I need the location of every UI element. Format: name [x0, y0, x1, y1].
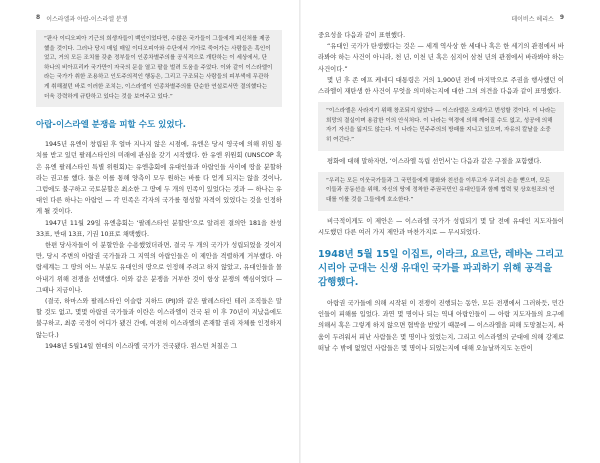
right-body-text-top	[318, 30, 564, 97]
right-paragraph: 중요성을 다음과 같이 표현했다.	[318, 32, 406, 39]
right-running-head	[318, 14, 564, 24]
left-quote-text: “판사 이디오피아 기근의 희생자들이 백인이었다면, 수많은 국가들이 그들에게 피신처를 제공했을 것이다. 그러나 당시 매일 매일 이디오피아와 수단에서 기아로 죽어가는 사람들은 흑인이었고, 거의 모든 조치를 갖춘 정부들이 인종차별주의를 공식적으로 개탄하는 이 세상에서, 단 하나의 비아프리카 국가만이 자국의 문을 열고 팔을 벌려 도움을 주었다. 이와 같이 이스라엘이라는 국가가 취한 조용하고 인도주의적인 행동은, 그리고 구조되는 사람들의 피부색에 무관하게 취해졌던 바로 이러한 조치는, 이스라엘이 인종차별주의를 단순한 연설로서만 결의했다는 더욱 강력하게 규탄하고 있다는 것을 보여주고 있다.”	[44, 36, 273, 100]
right-paragraph: “유대인 국가가 탄생했다는 것은 — 세계 역사상 한 세대나 혹은 한 세기의 관점에서 바라봐야 하는 사건이 아니라, 천 년, 이천 년 혹은 심지어 삼천 년의 관점에서 바라봐야 하는 사건이다.”	[318, 43, 564, 73]
left-running-title: 이스라엘과 아랍-이스라엘 분쟁	[46, 16, 128, 23]
left-section-heading: 아랍-이스라엘 분쟁을 피할 수도 있었다.	[36, 120, 186, 131]
right-quote-box-2	[318, 172, 564, 211]
left-paragraph: 1947년 11월 29일 유엔총회는 ‘팔레스타인 분할안’으로 알려진 결의안 181을 찬성 33표, 반대 13표, 기권 10표로 채택했다.	[36, 219, 282, 238]
left-quote-box	[36, 30, 282, 107]
right-page	[300, 0, 600, 463]
left-page-number: 8	[36, 14, 41, 21]
right-section-heading: 1948년 5월 15일 이집트, 이라크, 요르단, 레바논 그리고 시리아 군대는 신생 유대인 국가를 파괴하기 위해 공격을 감행했다.	[318, 248, 564, 288]
right-paragraph: 비극적이게도 이 제안은 — 이스라엘 국가가 성립되기 몇 달 전에 유대인 지도자들이 시도했던 다른 여러 가지 제안과 마찬가지로 — 무시되었다.	[318, 217, 564, 236]
right-running-title: 데이비스 헤리스	[511, 16, 554, 23]
right-quote-text: “이스라엘은 사라지기 위해 창조되지 않았다 — 이스라엘은 오래가고 번성할 것이다. 이 나라는 희망의 결실이며 용감한 이의 안식처다. 이 나라는 역경에 의해 깨어질 수도 없고, 성공에 의해 자기 자신을 잃지도 않는다. 이 나라는 민주주의의 방패를 지니고 있으며, 자유의 칼날을 소중히 여긴다.”	[326, 108, 556, 143]
right-body-text-bottom	[318, 298, 564, 354]
right-body-text-after	[318, 216, 564, 238]
right-quote-box	[318, 102, 564, 150]
right-paragraph: 평화에 대해 말하자면, ‘이스라엘 독립 선언서’는 다음과 같은 구절을 포함했다.	[327, 157, 542, 165]
right-body-text-mid	[318, 156, 564, 167]
right-paragraph: 몇 년 후 존 에프 케네디 대통령은 거의 1,900년 전에 마지막으로 주권을 행사했던 이스라엘이 재탄생 한 사건이 무엇을 의미하는지에 대한 그의 의견을 다음과 같이 표명했다.	[318, 76, 564, 96]
left-running-head	[36, 14, 282, 24]
left-paragraph: 1945년 유엔이 창립된 후 얼마 지나지 않은 시점에, 유엔은 당시 영국에 의해 위임 통치를 받고 있던 팔레스타인의 미래에 관심을 갖기 시작했다. 한 유엔 위원회 (UNSCOP 혹은 유엔 팔레스타인 특별 위원회)는 유엔총회에 유대인들과 아랍인들 사이에 땅을 분할하라는 권고를 했다. 둘은 이를 통해 양측이 모두 원하는 바를 다 얻게 되지는 않을 것이나, 그럼에도 불구하고 국토분할은 최소한 그 땅에 두 개의 민족이 있었다는 것과 — 하나는 유대인 다른 하나는 아랍인 — 각 민족은 각자의 국가를 형성할 자격이 있었다는 것을 인정하게 될 것이다.	[36, 141, 282, 216]
left-paragraph: (결국, 하마스와 팔레스타인 이슬람 지하드 (PIJ)와 같은 팔레스타인 테러 조직들은 말할 것도 없고, 몇몇 아랍권 국가들과 이란은 이스라엘이 건국 된 이 후 70년이 지났음에도 불구하고, 최종 국경이 어디가 됐건 간에, 여전히 이스라엘의 존재할 권리 자체를 인정하지 않는다.)	[36, 298, 282, 339]
left-body-text	[36, 139, 282, 352]
right-paragraph: 아랍권 국가들에 의해 시작된 이 전쟁이 진행되는 동안, 모든 전쟁에서 그러하듯, 민간인들이 피해를 입었다. 과연 몇 명이나 되는 역내 아랍인들이 — 아랍 지도자들의 요구에 의해서 혹은 그렇게 하지 않으면 협박을 받았기 때문에 — 이스라엘을 피해 도망쳤는지, 싸움이 두려워서 피난 사람들은 몇 명이나 있었는지, 그리고 이스라엘의 군대에 의해 강제로 떠날 수 밖에 없었던 사람들은 몇 명이나 되었는지에 대해 오늘날까지도 논란이	[318, 299, 564, 352]
right-page-number: 9	[559, 14, 564, 21]
left-paragraph: 한편 당사자들이 이 분할안을 수용했었더라면, 결국 두 개의 국가가 성립되었을 것이지만, 당시 주변의 아랍권 국가들과 그 지역의 아랍인들은 이 제안을 격렬하게 거부했다. 아랍세계는 그 땅의 어느 부분도 유대인의 땅으로 인정해 주려고 하지 않았고, 유대인들을 몰아내기 위해 전쟁을 선택했다. 이와 같은 분쟁을 거부한 것이 항상 분쟁의 핵심이었다 — 그때나 지금이나.	[36, 241, 282, 294]
left-paragraph: 1948년 5월14일 현대의 이스라엘 국가가 건국됐다. 윈스턴 처칠은 그	[45, 342, 238, 350]
right-quote-text-2: “우리는 모든 이웃국가들과 그 국민들에게 평화와 친선을 이루고자 우리의 손을 뻗으며, 모든 이들과 공동선을 위해, 자신의 땅에 정착한 주권국민인 유대인들과 함께 협력 및 상호원조의 연대를 이룰 것을 그들에게 호소한다.”	[326, 177, 555, 203]
